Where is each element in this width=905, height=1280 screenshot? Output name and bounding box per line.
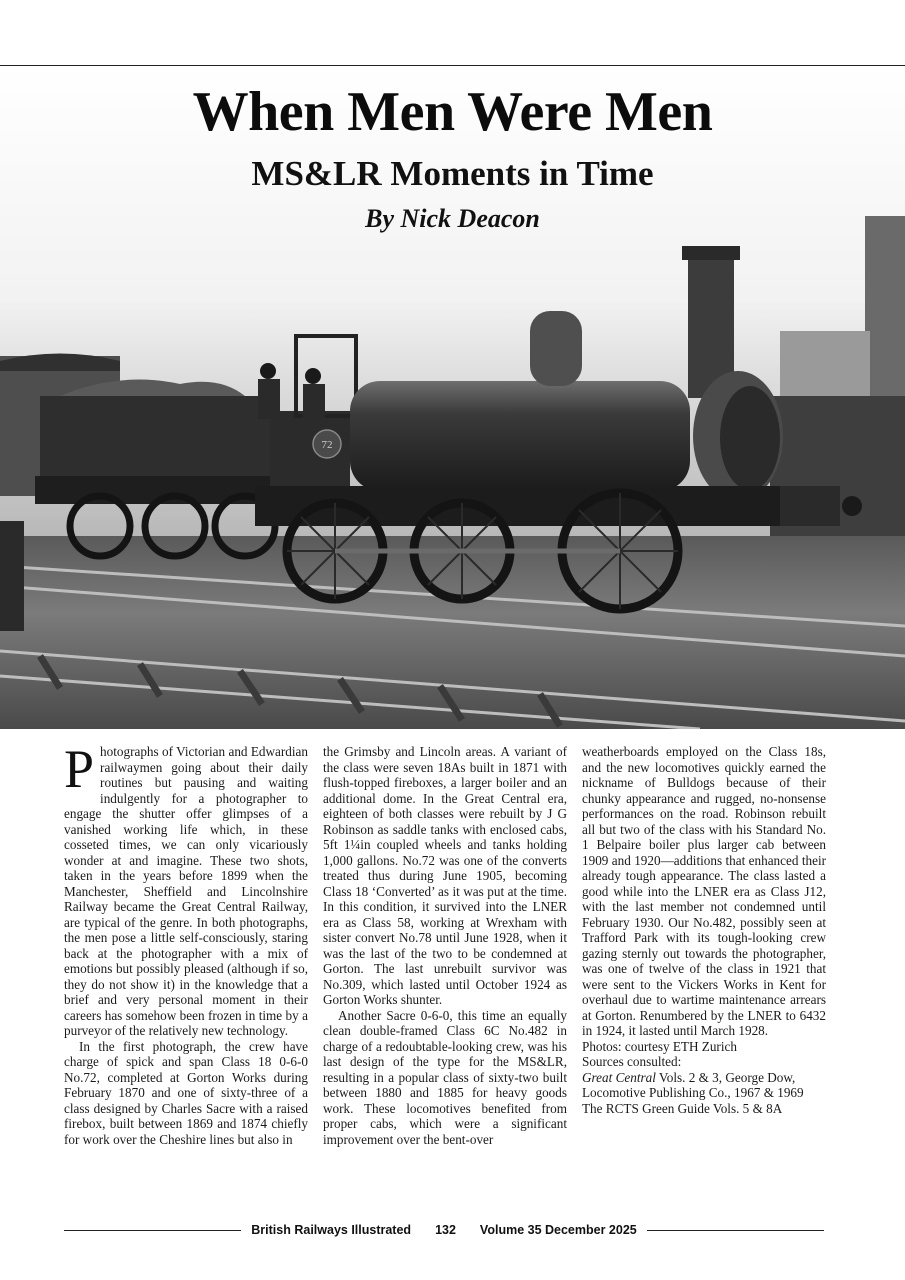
paragraph: [64, 739, 308, 1039]
paragraph: In the first photograph, the crew have charge of spick and span Class 18 0-6-0 No.72, completed at Gorton Works during February 1870 and one of sixty-three of a class designed by Charles Sacre with a raised firebox, built between 1869 and 1874 chiefly for work over the Cheshire lines but also in: [64, 1038, 308, 1147]
article-byline: By Nick Deacon: [365, 204, 540, 233]
smokebox-number: 72: [321, 439, 333, 451]
paragraph-text: hotographs of Victorian and Edwardian railwaymen going about their daily routines but pausing and waiting indulgently for a photographer to engage the shutter offer glimpses of a vanished working life which, in these cosseted times, we can only vicariously wonder at and imagine. These two shots, taken in the years before 1899 when the Manchester, Sheffield and Lincolnshire Railway became the Great Central Railway, are typical of the genre. In both photographs, the men pose a little self-consciously, staring back at the photographer with a mix of emotions but possibly pleased (although if so, they do not show it) in the knowledge that a brief and very personal moment in their careers has somehow been frozen in time by a purveyor of the relatively new technology.: [64, 744, 308, 1038]
source-details: Vols. 2 & 3, George Dow, Locomotive Publishing Co., 1967 & 1969: [582, 1069, 804, 1100]
article-subtitle: MS&LR Moments in Time: [251, 154, 654, 193]
column-2: [323, 744, 567, 1194]
source-entry: The RCTS Green Guide Vols. 5 & 8A: [582, 1100, 783, 1116]
article-body: [64, 739, 826, 1194]
footer-rule-right: [647, 1230, 824, 1231]
drop-cap: P: [64, 739, 95, 799]
page-footer: [64, 1220, 824, 1240]
sources-heading: Sources consulted:: [582, 1054, 682, 1069]
photo-credit: Photos: courtesy ETH Zurich: [582, 1038, 737, 1054]
page-number: 132: [435, 1223, 456, 1237]
column-3: [582, 744, 826, 1194]
source-entry: [582, 1070, 826, 1101]
magazine-name: British Railways Illustrated: [251, 1223, 412, 1237]
paragraph: the Grimsby and Lincoln areas. A variant of the class were seven 18As built in 1871 with flush-topped fireboxes, a larger boiler and an additional dome. In the Great Central era, eighteen of both classes were rebuilt by J G Robinson as saddle tanks with enclosed cabs, 5ft 1¼in coupled wheels and tanks holding 1,000 gallons. No.72 was one of the converts treated thus during June 1905, becoming Class 18 ‘Converted’ as it was put at the time. In this condition, it survived into the LNER era as Class 58, working at Wrexham with sister convert No.78 until June 1928, when it was the last of the two to be condemned at Gorton. The last unrebuilt survivor was No.309, which lasted until October 1924 as Gorton Works shunter.: [323, 744, 567, 1007]
article-title: When Men Were Men: [192, 81, 713, 143]
source-title: Great Central: [582, 1069, 656, 1085]
paragraph: weatherboards employed on the Class 18s, and the new locomotives quickly earned the nickname of Bulldogs because of their chunky appearance and rugged, no-nonsense performances on the road. Robinson rebuilt all but two of the class with his Standard No. 1 Belpaire boiler plus larger cab between 1909 and 1920—additions that enhanced their already tough appearance. The class lasted a good while into the LNER era as Class J12, with the last member not condemned until February 1930. Our No.482, possibly seen at Trafford Park with its tough-looking crew gazing sternly out towards the photographer, was one of twelve of the class in 1921 that were sent to the Vickers Works in Kent for overhaul due to wartime maintenance arrears at Gorton. Renumbered by the LNER to 6432 in 1924, it lasted until March 1928.: [582, 744, 826, 1038]
paragraph: Another Sacre 0-6-0, this time an equally clean double-framed Class 6C No.482 in charge of a redoubtable-looking crew, was his last design of the type for the MS&LR, resulting in a popular class of sixty-two built between 1880 and 1885 for heavy goods work. These locomotives benefited from proper cabs, which were a significant improvement over the bent-over: [323, 1007, 567, 1147]
issue-info: Volume 35 December 2025: [479, 1223, 637, 1237]
column-1: [64, 739, 308, 1194]
footer-rule-left: [64, 1230, 241, 1231]
